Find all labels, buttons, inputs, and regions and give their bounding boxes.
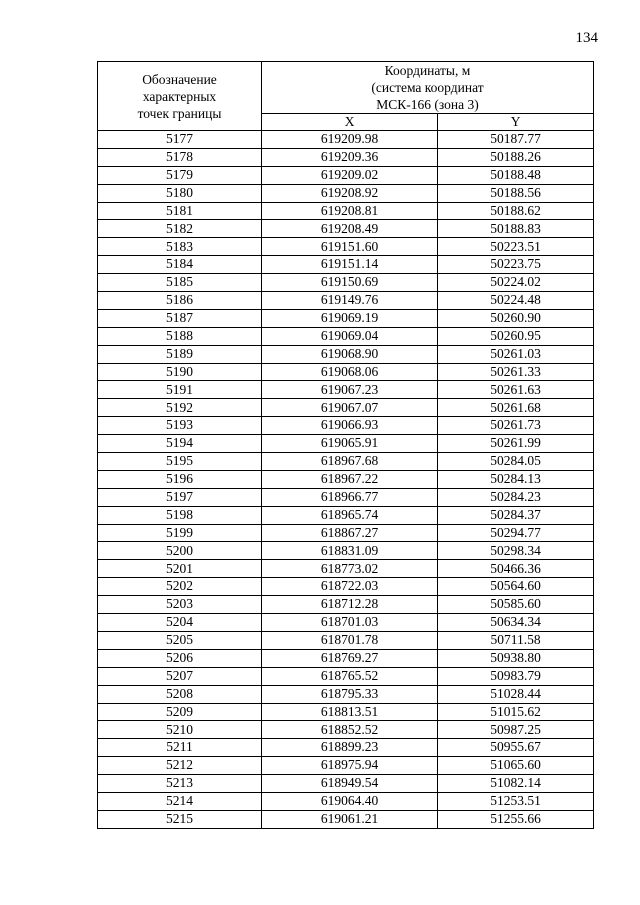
y-cell: 50261.63 bbox=[438, 381, 594, 399]
point-id-cell: 5199 bbox=[98, 524, 262, 542]
table-row bbox=[98, 614, 594, 632]
y-cell: 50955.67 bbox=[438, 739, 594, 757]
x-cell: 619068.90 bbox=[262, 345, 438, 363]
table-row bbox=[98, 542, 594, 560]
x-cell: 619151.60 bbox=[262, 238, 438, 256]
header-point-designation-line: характерных bbox=[142, 88, 217, 104]
x-cell: 618965.74 bbox=[262, 506, 438, 524]
point-id-cell: 5179 bbox=[98, 166, 262, 184]
y-cell: 50188.83 bbox=[438, 220, 594, 238]
x-cell: 619065.91 bbox=[262, 435, 438, 453]
point-id-cell: 5203 bbox=[98, 596, 262, 614]
y-cell: 50938.80 bbox=[438, 649, 594, 667]
point-id-cell: 5187 bbox=[98, 309, 262, 327]
point-id-cell: 5194 bbox=[98, 435, 262, 453]
y-cell: 50188.26 bbox=[438, 148, 594, 166]
x-cell: 619151.14 bbox=[262, 256, 438, 274]
table-row bbox=[98, 631, 594, 649]
header-point-designation-line: Обозначение bbox=[142, 71, 217, 87]
x-cell: 618712.28 bbox=[262, 596, 438, 614]
header-y: Y bbox=[438, 114, 594, 131]
point-id-cell: 5190 bbox=[98, 363, 262, 381]
x-cell: 619208.92 bbox=[262, 184, 438, 202]
table-row bbox=[98, 363, 594, 381]
y-cell: 50564.60 bbox=[438, 578, 594, 596]
point-id-cell: 5208 bbox=[98, 685, 262, 703]
table-row bbox=[98, 596, 594, 614]
table-row bbox=[98, 131, 594, 149]
page-number: 134 bbox=[575, 30, 598, 46]
point-id-cell: 5189 bbox=[98, 345, 262, 363]
point-id-cell: 5209 bbox=[98, 703, 262, 721]
y-cell: 50188.48 bbox=[438, 166, 594, 184]
y-cell: 51015.62 bbox=[438, 703, 594, 721]
table-row bbox=[98, 417, 594, 435]
table-row bbox=[98, 470, 594, 488]
table-row bbox=[98, 292, 594, 310]
y-cell: 50284.23 bbox=[438, 488, 594, 506]
x-cell: 619068.06 bbox=[262, 363, 438, 381]
x-cell: 619069.04 bbox=[262, 327, 438, 345]
x-cell: 618722.03 bbox=[262, 578, 438, 596]
x-cell: 619064.40 bbox=[262, 792, 438, 810]
point-id-cell: 5184 bbox=[98, 256, 262, 274]
x-cell: 618967.68 bbox=[262, 453, 438, 471]
x-cell: 619149.76 bbox=[262, 292, 438, 310]
point-id-cell: 5204 bbox=[98, 614, 262, 632]
table-row bbox=[98, 506, 594, 524]
x-cell: 618831.09 bbox=[262, 542, 438, 560]
y-cell: 50188.56 bbox=[438, 184, 594, 202]
y-cell: 50260.90 bbox=[438, 309, 594, 327]
table-row bbox=[98, 488, 594, 506]
table-row bbox=[98, 721, 594, 739]
x-cell: 619069.19 bbox=[262, 309, 438, 327]
x-cell: 619208.81 bbox=[262, 202, 438, 220]
y-cell: 50224.02 bbox=[438, 274, 594, 292]
x-cell: 618701.78 bbox=[262, 631, 438, 649]
y-cell: 51028.44 bbox=[438, 685, 594, 703]
table-row bbox=[98, 560, 594, 578]
y-cell: 51082.14 bbox=[438, 775, 594, 793]
point-id-cell: 5188 bbox=[98, 327, 262, 345]
point-id-cell: 5191 bbox=[98, 381, 262, 399]
x-cell: 618852.52 bbox=[262, 721, 438, 739]
x-cell: 618769.27 bbox=[262, 649, 438, 667]
x-cell: 618899.23 bbox=[262, 739, 438, 757]
y-cell: 50188.62 bbox=[438, 202, 594, 220]
x-cell: 618867.27 bbox=[262, 524, 438, 542]
point-id-cell: 5181 bbox=[98, 202, 262, 220]
point-id-cell: 5202 bbox=[98, 578, 262, 596]
table-row bbox=[98, 524, 594, 542]
header-coordinates bbox=[262, 62, 594, 114]
x-cell: 619208.49 bbox=[262, 220, 438, 238]
x-cell: 618949.54 bbox=[262, 775, 438, 793]
x-cell: 618967.22 bbox=[262, 470, 438, 488]
coordinates-table bbox=[97, 61, 594, 829]
y-cell: 50294.77 bbox=[438, 524, 594, 542]
point-id-cell: 5198 bbox=[98, 506, 262, 524]
point-id-cell: 5205 bbox=[98, 631, 262, 649]
point-id-cell: 5177 bbox=[98, 131, 262, 149]
point-id-cell: 5197 bbox=[98, 488, 262, 506]
point-id-cell: 5211 bbox=[98, 739, 262, 757]
y-cell: 50261.03 bbox=[438, 345, 594, 363]
point-id-cell: 5210 bbox=[98, 721, 262, 739]
table-row bbox=[98, 775, 594, 793]
table-body bbox=[98, 131, 594, 829]
table-row bbox=[98, 274, 594, 292]
header-point-designation-line: точек границы bbox=[137, 105, 222, 121]
x-cell: 619066.93 bbox=[262, 417, 438, 435]
y-cell: 50260.95 bbox=[438, 327, 594, 345]
y-cell: 50261.99 bbox=[438, 435, 594, 453]
table-row bbox=[98, 792, 594, 810]
table-row bbox=[98, 256, 594, 274]
y-cell: 50466.36 bbox=[438, 560, 594, 578]
x-cell: 618813.51 bbox=[262, 703, 438, 721]
header-x: X bbox=[262, 114, 438, 131]
y-cell: 50187.77 bbox=[438, 131, 594, 149]
table-header-row bbox=[98, 62, 594, 114]
y-cell: 50987.25 bbox=[438, 721, 594, 739]
x-cell: 618701.03 bbox=[262, 614, 438, 632]
x-cell: 619209.36 bbox=[262, 148, 438, 166]
x-cell: 619150.69 bbox=[262, 274, 438, 292]
table-row bbox=[98, 703, 594, 721]
point-id-cell: 5185 bbox=[98, 274, 262, 292]
table-row bbox=[98, 453, 594, 471]
table-row bbox=[98, 739, 594, 757]
y-cell: 50634.34 bbox=[438, 614, 594, 632]
header-point-designation bbox=[98, 62, 262, 131]
table-row bbox=[98, 166, 594, 184]
point-id-cell: 5186 bbox=[98, 292, 262, 310]
table-row bbox=[98, 327, 594, 345]
header-coordinates-line: Координаты, м bbox=[384, 63, 471, 78]
y-cell: 51065.60 bbox=[438, 757, 594, 775]
x-cell: 618795.33 bbox=[262, 685, 438, 703]
point-id-cell: 5180 bbox=[98, 184, 262, 202]
point-id-cell: 5195 bbox=[98, 453, 262, 471]
table-row bbox=[98, 649, 594, 667]
x-cell: 618975.94 bbox=[262, 757, 438, 775]
table-row bbox=[98, 685, 594, 703]
point-id-cell: 5192 bbox=[98, 399, 262, 417]
point-id-cell: 5182 bbox=[98, 220, 262, 238]
point-id-cell: 5193 bbox=[98, 417, 262, 435]
x-cell: 619209.02 bbox=[262, 166, 438, 184]
table-row bbox=[98, 202, 594, 220]
table-row bbox=[98, 667, 594, 685]
y-cell: 50298.34 bbox=[438, 542, 594, 560]
y-cell: 50223.51 bbox=[438, 238, 594, 256]
x-cell: 618966.77 bbox=[262, 488, 438, 506]
y-cell: 50284.37 bbox=[438, 506, 594, 524]
y-cell: 50261.33 bbox=[438, 363, 594, 381]
table-row bbox=[98, 148, 594, 166]
y-cell: 50224.48 bbox=[438, 292, 594, 310]
y-cell: 50223.75 bbox=[438, 256, 594, 274]
x-cell: 619067.23 bbox=[262, 381, 438, 399]
table-row bbox=[98, 381, 594, 399]
y-cell: 51255.66 bbox=[438, 810, 594, 828]
point-id-cell: 5206 bbox=[98, 649, 262, 667]
table-row bbox=[98, 345, 594, 363]
point-id-cell: 5178 bbox=[98, 148, 262, 166]
y-cell: 50261.73 bbox=[438, 417, 594, 435]
point-id-cell: 5213 bbox=[98, 775, 262, 793]
y-cell: 50983.79 bbox=[438, 667, 594, 685]
y-cell: 50585.60 bbox=[438, 596, 594, 614]
point-id-cell: 5196 bbox=[98, 470, 262, 488]
y-cell: 50284.05 bbox=[438, 453, 594, 471]
header-coordinates-line: МСК-166 (зона 3) bbox=[376, 97, 479, 112]
x-cell: 618765.52 bbox=[262, 667, 438, 685]
point-id-cell: 5183 bbox=[98, 238, 262, 256]
table-row bbox=[98, 757, 594, 775]
x-cell: 618773.02 bbox=[262, 560, 438, 578]
x-cell: 619209.98 bbox=[262, 131, 438, 149]
point-id-cell: 5215 bbox=[98, 810, 262, 828]
header-coordinates-line: (система координат bbox=[371, 80, 484, 95]
table-row bbox=[98, 309, 594, 327]
table-row bbox=[98, 578, 594, 596]
point-id-cell: 5200 bbox=[98, 542, 262, 560]
y-cell: 50711.58 bbox=[438, 631, 594, 649]
x-cell: 619061.21 bbox=[262, 810, 438, 828]
y-cell: 51253.51 bbox=[438, 792, 594, 810]
table-row bbox=[98, 184, 594, 202]
table-row bbox=[98, 399, 594, 417]
point-id-cell: 5212 bbox=[98, 757, 262, 775]
y-cell: 50261.68 bbox=[438, 399, 594, 417]
x-cell: 619067.07 bbox=[262, 399, 438, 417]
table-row bbox=[98, 220, 594, 238]
point-id-cell: 5214 bbox=[98, 792, 262, 810]
table-row bbox=[98, 435, 594, 453]
point-id-cell: 5207 bbox=[98, 667, 262, 685]
table-row bbox=[98, 238, 594, 256]
y-cell: 50284.13 bbox=[438, 470, 594, 488]
table-row bbox=[98, 810, 594, 828]
point-id-cell: 5201 bbox=[98, 560, 262, 578]
